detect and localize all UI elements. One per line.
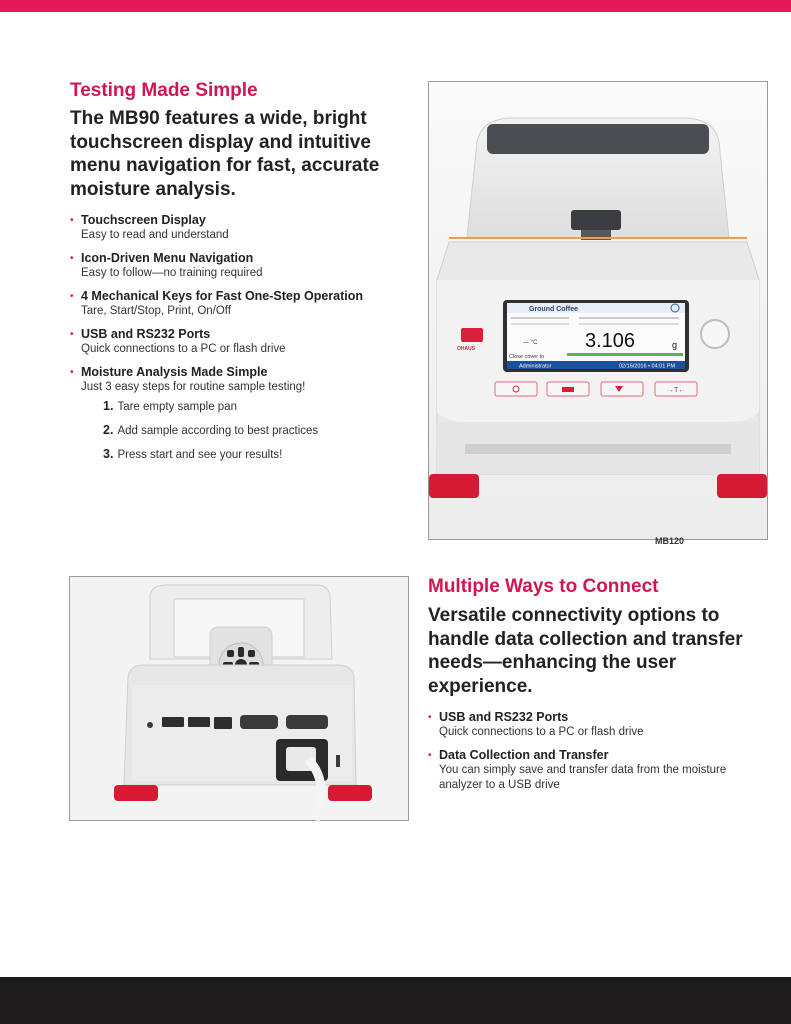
feature-list <box>428 709 758 793</box>
list-item <box>428 747 758 793</box>
step-text: Add sample according to best practices <box>117 425 319 437</box>
item-title: Touchscreen Display <box>81 213 206 227</box>
section-multiple-ways-to-connect <box>428 576 758 800</box>
product-photo-front <box>428 81 768 546</box>
moisture-analyzer-front-illustration <box>429 82 767 546</box>
screen-temp: — °C <box>523 340 538 346</box>
red-foot <box>429 474 479 498</box>
screen-unit: g <box>672 340 678 350</box>
section-testing-made-simple <box>70 80 390 471</box>
bullet-icon: • <box>70 215 74 226</box>
step-text: Press start and see your results! <box>117 449 283 461</box>
top-accent-bar <box>0 0 791 12</box>
bullet-icon: • <box>70 291 74 302</box>
svg-text:→T←: →T← <box>667 387 686 394</box>
bullet-icon: • <box>70 253 74 264</box>
moisture-analyzer-rear-illustration <box>70 577 408 820</box>
product-photo-rear <box>69 576 409 821</box>
list-item <box>70 364 390 463</box>
step-item <box>92 447 390 463</box>
item-desc: Quick connections to a PC or flash drive <box>81 343 286 355</box>
screen-status: Close cover to <box>509 354 545 360</box>
section-lead: The MB90 features a wide, bright touchscreen display and intuitive menu navigation for fast, accurate moisture analysis. <box>70 108 380 200</box>
brand-label: OHAUS <box>457 346 476 352</box>
section-heading: Testing Made Simple <box>70 80 258 101</box>
list-item <box>70 326 390 357</box>
list-item <box>70 250 390 281</box>
bullet-icon: • <box>70 329 74 340</box>
step-text: Tare empty sample pan <box>117 401 237 413</box>
step-number: 3. <box>103 447 114 461</box>
feature-list <box>70 212 390 463</box>
item-desc: Just 3 easy steps for routine sample testing! <box>81 381 306 393</box>
screen-title: Ground Coffee <box>529 306 578 313</box>
red-foot <box>717 474 767 498</box>
item-desc: You can simply save and transfer data from the moisture analyzer to a USB drive <box>439 764 727 791</box>
item-desc: Tare, Start/Stop, Print, On/Off <box>81 305 231 317</box>
ohaus-logo-icon <box>461 328 483 342</box>
item-title: USB and RS232 Ports <box>439 710 569 724</box>
item-desc: Quick connections to a PC or flash drive <box>439 726 644 738</box>
item-title: Icon-Driven Menu Navigation <box>81 251 254 265</box>
step-item <box>92 399 390 415</box>
item-desc: Easy to follow—no training required <box>81 267 263 279</box>
bullet-icon: • <box>70 367 74 378</box>
steps-list <box>92 399 390 463</box>
item-title: USB and RS232 Ports <box>81 327 211 341</box>
list-item <box>70 288 390 319</box>
screen-reading: 3.106 <box>585 330 636 352</box>
screen-datetime: 02/16/2016 • 04:01 PM <box>619 363 676 370</box>
section-lead: Versatile connectivity options to handle data collection and transfer needs—enhancing the user experience. <box>428 605 743 697</box>
list-item <box>428 709 758 740</box>
item-title: Moisture Analysis Made Simple <box>81 365 268 379</box>
step-number: 2. <box>103 423 114 437</box>
item-desc: Easy to read and understand <box>81 229 229 241</box>
bullet-icon: • <box>428 712 432 723</box>
item-title: Data Collection and Transfer <box>439 748 609 762</box>
section-heading: Multiple Ways to Connect <box>428 576 659 597</box>
footer-bar <box>0 977 791 1024</box>
red-foot <box>328 785 372 801</box>
item-title: 4 Mechanical Keys for Fast One-Step Operation <box>81 289 364 303</box>
screen-user: Administrator <box>519 363 552 370</box>
step-item <box>92 423 390 439</box>
list-item <box>70 212 390 243</box>
step-number: 1. <box>103 399 114 413</box>
model-label: MB120 <box>655 536 685 546</box>
red-foot <box>114 785 158 801</box>
bullet-icon: • <box>428 750 432 761</box>
